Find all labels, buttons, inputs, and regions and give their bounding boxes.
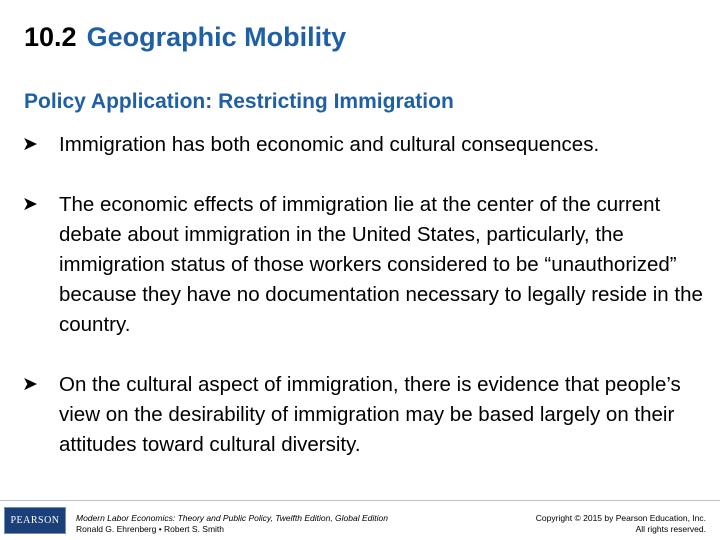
footer-copyright [536,513,706,535]
slide-subtitle: Policy Application: Restricting Immigration [24,90,454,113]
footer-divider [0,500,720,501]
arrow-bullet-icon: ➤ [22,374,38,395]
copyright-text: Copyright © 2015 by Pearson Education, Inc. [535,513,706,523]
arrow-bullet-icon: ➤ [22,134,38,155]
bullet-item [22,370,712,460]
bullet-item [22,130,712,160]
bullet-text: Immigration has both economic and cultural consequences. [59,133,600,156]
bullet-text: On the cultural aspect of immigration, there is evidence that people’s view on the desirability of immigration may be based largely on their attitudes toward cultural diversity. [59,373,681,456]
bullet-item [22,190,712,340]
rights-text: All rights reserved. [635,524,706,534]
section-title: Geographic Mobility [86,22,347,52]
bullet-text: The economic effects of immigration lie at the center of the current debate about immigration in the United States, particularly, the immigration status of those workers considered to be “unauthorized” because they have no documentation necessary to legally reside in the country. [59,193,703,336]
bullet-list [22,130,712,490]
section-number: 10.2 [24,22,77,52]
publisher-logo: PEARSON [4,507,66,534]
book-title: Modern Labor Economics: Theory and Public Policy, Twelfth Edition, Global Edition [76,513,388,523]
arrow-bullet-icon: ➤ [22,194,38,215]
footer-citation [76,513,388,535]
book-authors: Ronald G. Ehrenberg • Robert S. Smith [76,524,225,534]
slide-title [24,22,346,53]
